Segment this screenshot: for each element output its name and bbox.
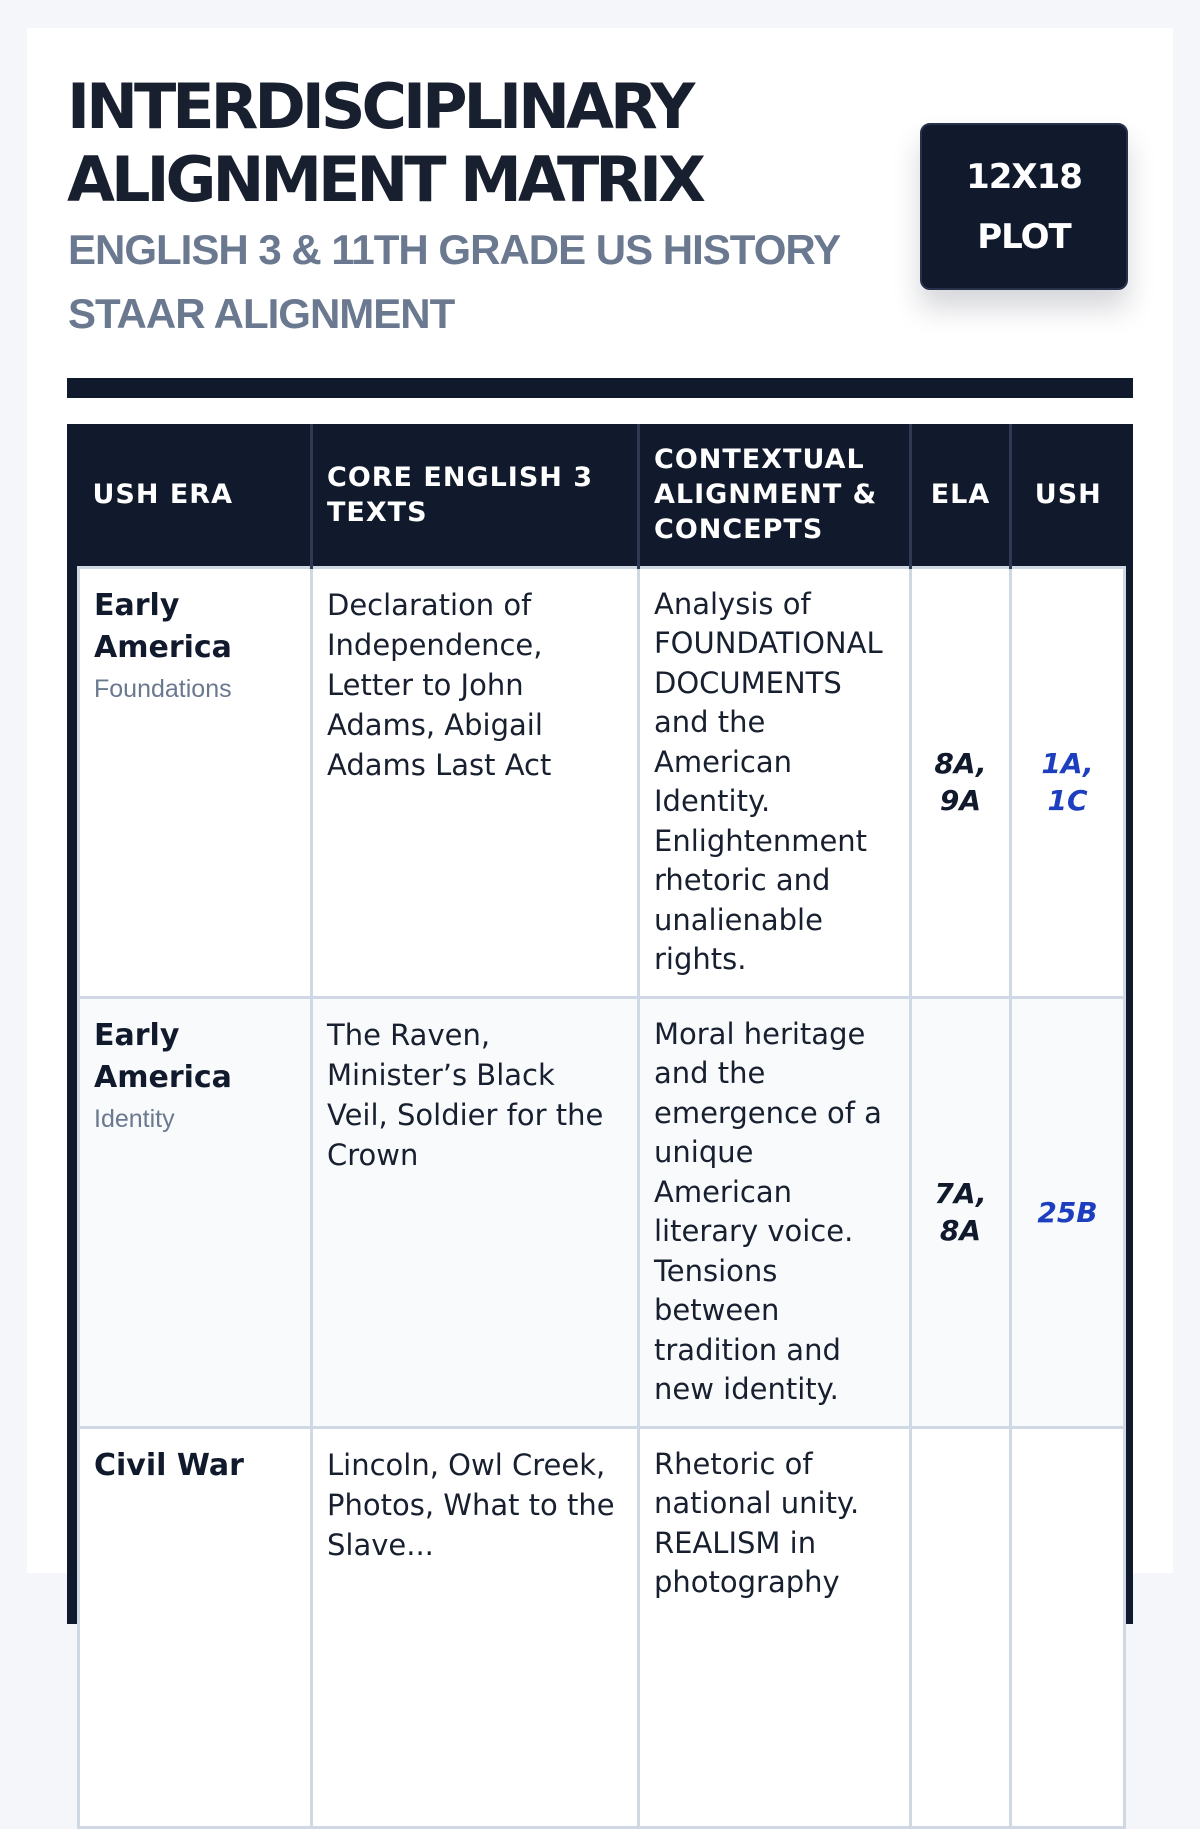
page-title [67,70,847,216]
column-header-ush: USH [1011,424,1125,567]
column-header-era: USH ERA [79,424,312,567]
page-subtitle [68,218,868,346]
plot-size-badge [920,123,1128,290]
concepts-cell: Moral heritage and the emergence of a unique American literary voice. Tensions between tradition and new identity. [639,997,911,1427]
ela-standard-code [911,1427,1011,1827]
table-header [79,424,1125,567]
era-subtitle: Identity [94,1104,175,1133]
era-subtitle: Foundations [94,674,232,703]
texts-cell: Declaration of Independence, Letter to John Adams, Abigail Adams Last Act [312,567,639,997]
title-line-1: INTERDISCIPLINARY [67,70,692,143]
era-name: Early America [94,587,232,665]
title-line-2: ALIGNMENT MATRIX [67,143,702,216]
table-row [79,1427,1125,1827]
column-header-texts: CORE ENGLISH 3 TEXTS [312,424,639,567]
table-row [79,997,1125,1427]
concepts-cell: Rhetoric of national unity. REALISM in photography [639,1427,911,1827]
era-name: Civil War [94,1447,244,1483]
table-row [79,567,1125,997]
ela-standard-code: 7A, 8A [911,997,1011,1427]
era-cell [79,997,312,1427]
texts-cell: The Raven, Minister’s Black Veil, Soldier for the Crown [312,997,639,1427]
era-cell [79,1427,312,1827]
subtitle-line-2: STAAR ALIGNMENT [68,290,455,337]
era-name: Early America [94,1017,232,1095]
alignment-table-frame [67,424,1133,1624]
ush-standard-code: 1A, 1C [1011,567,1125,997]
ush-standard-code: 25B [1011,997,1125,1427]
texts-cell: Lincoln, Owl Creek, Photos, What to the Slave... [312,1427,639,1827]
era-cell [79,567,312,997]
header-divider [67,378,1133,398]
document-page [27,28,1173,1599]
badge-line-1: 12X18 [966,156,1082,197]
alignment-matrix-table [77,424,1126,1829]
column-header-concepts: CONTEXTUAL ALIGNMENT & CONCEPTS [639,424,911,567]
badge-line-2: PLOT [977,216,1071,257]
table-body [79,567,1125,1827]
subtitle-line-1: ENGLISH 3 & 11TH GRADE US HISTORY [68,226,841,273]
column-header-ela: ELA [911,424,1011,567]
ush-standard-code [1011,1427,1125,1827]
ela-standard-code: 8A, 9A [911,567,1011,997]
concepts-cell: Analysis of FOUNDATIONAL DOCUMENTS and the American Identity. Enlightenment rhetoric and unalienable rights. [639,567,911,997]
